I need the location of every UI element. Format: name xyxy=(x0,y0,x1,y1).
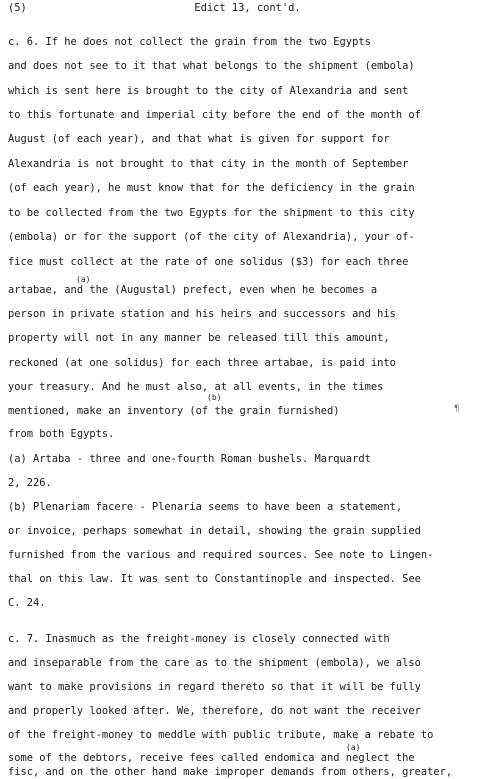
text-line: some of the debtors, receive fees called endomica and neglect the xyxy=(8,752,415,764)
stray-mark: ¶ xyxy=(454,404,460,414)
footnote-line: furnished from the various and required sources. See note to Lingen- xyxy=(8,549,434,561)
page-header xyxy=(8,2,487,16)
text-line: fice must collect at the rate of one solidus ($3) for each three xyxy=(8,256,409,268)
footnote-line: thal on this law. It was sent to Constantinople and inspected. See xyxy=(8,573,421,585)
footnote-line: (a) Artaba - three and one-fourth Roman bushels. Marquardt xyxy=(8,453,371,465)
footnote-line: C. 24. xyxy=(8,597,46,609)
text-line: (embola) or for the support (of the city of Alexandria), your of- xyxy=(8,231,415,243)
text-line: person in private station and his heirs and successors and his xyxy=(8,308,396,320)
text-line: to be collected from the two Egypts for the shipment to this city xyxy=(8,207,415,219)
footnote-line: or invoice, perhaps somewhat in detail, showing the grain supplied xyxy=(8,525,421,537)
text-line: property will not in any manner be released till this amount, xyxy=(8,332,390,344)
text-line: mentioned, make an inventory (of the grain furnished) xyxy=(8,405,340,417)
text-line: to this fortunate and imperial city before the end of the month of xyxy=(8,109,421,121)
text-line: Alexandria is not brought to that city in the month of September xyxy=(8,158,409,170)
footnote-marker-a: (a) xyxy=(346,743,361,752)
page-title: Edict 13, cont'd. xyxy=(194,2,301,14)
footnote-line: (b) Plenariam facere - Plenaria seems to have been a statement, xyxy=(8,501,403,513)
text-line: want to make provisions in regard thereto so that it will be fully xyxy=(8,681,421,693)
text-line: fisc, and on the other hand make improper demands from others, greater, xyxy=(8,766,453,778)
text-line: and inseparable from the care as to the shipment (embola), we also xyxy=(8,657,421,669)
text-line: c. 7. Inasmuch as the freight-money is closely connected with xyxy=(8,633,390,645)
text-line: your treasury. And he must also, at all events, in the times xyxy=(8,381,384,393)
text-line: from both Egypts. xyxy=(8,428,115,440)
page-number: (5) xyxy=(8,2,27,14)
text-line: of the freight-money to meddle with public tribute, make a rebate to xyxy=(8,729,434,741)
text-line: which is sent here is brought to the city of Alexandria and sent xyxy=(8,85,409,97)
text-line: reckoned (at one solidus) for each three artabae, is paid into xyxy=(8,357,396,369)
text-line: and does not see to it that what belongs to the shipment (embola) xyxy=(8,60,415,72)
text-line: August (of each year), and that what is given for support for xyxy=(8,133,390,145)
text-line: and properly looked after. We, therefore, do not want the receiver xyxy=(8,705,421,717)
text-line: artabae, and the (Augustal) prefect, even when he becomes a xyxy=(8,284,378,296)
text-line: c. 6. If he does not collect the grain from the two Egypts xyxy=(8,36,371,48)
footnote-marker-b: (b) xyxy=(207,393,222,402)
footnote-marker-a: (a) xyxy=(76,275,91,284)
text-line: (of each year), he must know that for the deficiency in the grain xyxy=(8,182,415,194)
footnote-line: 2, 226. xyxy=(8,477,52,489)
